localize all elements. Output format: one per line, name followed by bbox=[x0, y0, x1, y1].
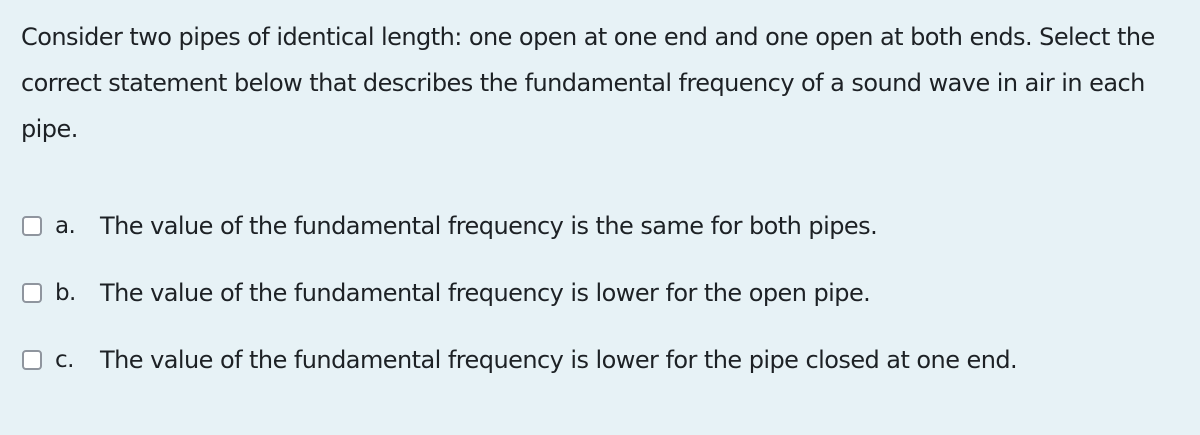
option-letter: a. bbox=[55, 213, 76, 239]
checkbox-a[interactable] bbox=[22, 216, 42, 236]
answer-options bbox=[22, 198, 1182, 399]
option-text: The value of the fundamental frequency is lower for the pipe closed at one end. bbox=[100, 346, 1018, 374]
option-c[interactable] bbox=[22, 332, 1182, 388]
option-letter: c. bbox=[55, 347, 74, 373]
question-text: Consider two pipes of identical length: one open at one end and one open at both ends. Select the correct statement below that describes the fundamental frequency of a sound wave in air in each pipe. bbox=[21, 23, 1155, 143]
option-b[interactable] bbox=[22, 265, 1182, 321]
option-letter: b. bbox=[55, 280, 76, 306]
checkbox-c[interactable] bbox=[22, 350, 42, 370]
option-a[interactable] bbox=[22, 198, 1182, 254]
option-text: The value of the fundamental frequency is the same for both pipes. bbox=[100, 212, 878, 240]
checkbox-b[interactable] bbox=[22, 283, 42, 303]
option-text: The value of the fundamental frequency is lower for the open pipe. bbox=[100, 279, 871, 307]
